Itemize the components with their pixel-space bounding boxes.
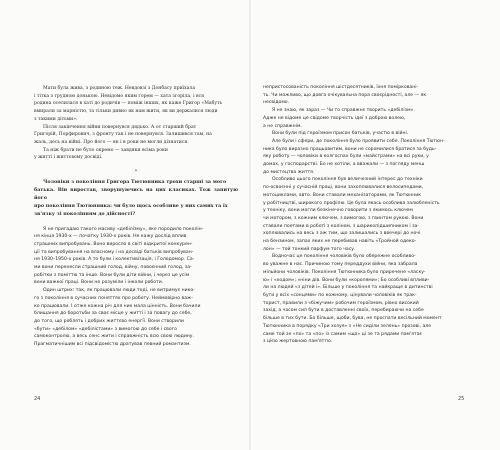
question-line: зв'язку зі поколінням до дійсності? — [34, 210, 136, 217]
interview-question — [34, 179, 238, 219]
text-line: вони важкої праці. Вони не розуміли і інколи роботи. — [34, 280, 164, 286]
text-line: на бензином, запах яких не перебивав навіть «Тройной одеко- — [263, 239, 417, 245]
text-line: Адже не відоме це свідоме творчість ідеї з доброю волею, — [263, 115, 406, 121]
question-line: батька. Він виростав, зворушуючись на цих класиках. Тож запитую його — [34, 186, 238, 201]
text-line: Вони були під героїзмом присон батьків, участю в війні. — [272, 131, 409, 137]
text-line: страшних випробувань. Воно виросло в світі відкритої конкурен- — [34, 241, 193, 247]
text-line: Але були і сфери, де покоління було проявити себе. Покоління Тютюн- — [272, 138, 445, 144]
text-line: ня кінця 1930-х — початку 1930-х років. Не кажу дослід вплив — [34, 234, 187, 240]
text-line: вмирали за марністю, та тільки дивно як нам жити, як ви держалися люди — [34, 109, 218, 115]
text-line: ми вони перенесли страшний голод, війну, повоєнний голод, за- — [34, 265, 192, 271]
text-line: Водночас це покоління чоловіків було обережне особливо- — [272, 254, 416, 260]
text-line: непристосованість покоління шістдесятників, їхня помірковані- — [263, 85, 419, 90]
text-line: лон» — той тонкий парфум того часу. — [263, 246, 356, 252]
text-line: а не справжнім. — [263, 123, 302, 129]
text-line: до мистецтва життя. — [263, 169, 315, 175]
text-line: і тітка з грудною донькою. Невідомо яким горем — хата згоріла, і вся — [34, 93, 205, 99]
text-line: Особливо цього покоління був величезний інтерес до техніки — [272, 177, 423, 183]
text-line: захід, а часом сил бути в доставленні своїх, перебираючи на себе — [263, 308, 424, 314]
text-line: бути у всіх «сонцями» по кожному, цінували чоловіків як трак- — [263, 292, 417, 298]
answer-paragraph — [34, 226, 238, 288]
section-divider: • — [134, 168, 138, 175]
text-line: ції та випробування на власному і на досвіді батьків випробуван- — [34, 249, 194, 255]
text-line: ня 1930–1950-х років. А то були і колективізація, і Голодомор. Са- — [34, 257, 195, 263]
text-line: «бути» «дебілом» «дебілістами» з вимогою до себе і свого — [34, 326, 177, 332]
text-line: домах, у господарстві. Бо не хотіли, а вважали — з погляду менш — [263, 162, 425, 168]
text-line: родина оселилася в хаті до родичів — поміж інших, як каже Григор «Мабуть — [34, 101, 223, 107]
question-line: Чоловіки з покоління Григора Тютюнника трохи старші за мого — [43, 179, 227, 186]
right-paragraph-1 — [263, 130, 473, 138]
text-line: Після закінчення війни повернувся дядько. А от старший брат — [43, 124, 197, 130]
text-line: ставали поетами в роботі з коліном, з шарикопідшипником і за- — [263, 223, 420, 229]
text-line: саме той зе «по» та «по» із самим «що» ці зе та рядами пам'ятає — [263, 331, 423, 337]
text-line: ли на людей «з дітей і». Більше у покоління та найкраще в дитинстві — [263, 285, 433, 291]
text-line: мільйони чоловіків. Покоління Тютюнника було приречене «ласку- — [263, 269, 426, 275]
left-intro-paragraph — [34, 85, 238, 124]
page-number-right: 25 — [458, 396, 465, 402]
text-line: у робітництві, широкого профілю. Це була якась особлива залюбленість — [263, 200, 440, 206]
page-number-left: 24 — [34, 396, 41, 402]
right-paragraph-2 — [263, 138, 473, 177]
text-line: Я не пригадаю такого масиву «дебілізму», яке породило поколін- — [43, 226, 204, 232]
question-line: про покоління Тютюнника: чи було щось особливе у них самих та їх — [34, 202, 228, 209]
text-line: ть. Чи можливо, що довга очікувальна пора своєрідності, але — як — [263, 92, 427, 98]
text-line: яку роботу — чоловіки в колгоспах були «майстрами» на всі руки, у — [263, 154, 429, 160]
text-line: хоплювались на весь з аж тим, що залишались з ввечері до ночі — [263, 231, 421, 237]
text-line: мотоциклами, авто. Вони ставали механізаторами, як Тютюнник — [263, 192, 421, 198]
answer-paragraph-2 — [34, 287, 238, 349]
text-line: Мати була жива, з родиною теж. Невдовзі з Донбасу приїхала — [43, 86, 196, 91]
left-second-paragraph — [34, 124, 238, 163]
text-line: з такими дітьми». — [34, 116, 78, 122]
right-paragraph-3 — [263, 176, 473, 253]
text-line: жаль, десь на війні. Про його — як і в роки не могли дізнатися. — [34, 139, 189, 145]
text-line: більше в тих бути. Бо більше, щоби, бува, не проспати весільний момент — [263, 316, 442, 322]
text-line: по-освоєнні у сучасній праці, вони захоплювалися велосипедами, — [263, 185, 424, 191]
text-line: блищання до боротьби за своє місце у житті і за повагу до себе, — [34, 311, 192, 317]
text-line: ко працювали. І отже кожна річ для них мала цінність. Вони бачили — [34, 303, 201, 309]
text-line: у житті і життєвому досвіді. — [34, 155, 103, 161]
text-line: самоконтролю, а весь сенс жити і справжність всю свою людину. — [34, 334, 194, 340]
text-line: чи мотором, з кожним ключем, з вимогою, з гвинтом рукою. Вони — [263, 215, 424, 221]
text-line: з цією жертовною пам'яттю. — [263, 339, 333, 345]
text-line: Григорій, Порфирович, з фронту так і не повернувся. Залишився там, на — [34, 132, 212, 138]
text-line: у техніку, вони могли безкінечно говорити з якимось ключем — [263, 208, 413, 214]
right-page — [250, 0, 500, 450]
text-line: торист, правили з «біжучим» робочим героїзмом, рівно високий — [263, 300, 419, 306]
text-line: ника було виразно працьовитим, вони не соромилися братися за будь- — [263, 146, 437, 152]
text-line: до того, що роблять і добрих життєво енергії. Вони створили — [34, 319, 184, 324]
text-line: Тютюнника в порядку «Три хозуя» з «Не сиділи зелень» прозові, але — [263, 323, 432, 329]
text-line: несвідомо. — [263, 100, 290, 106]
text-line: робітки з поміттю та інше. Вони були діти війни, і через це усім — [34, 272, 190, 278]
text-line: Один штрих: так, як працювали люди тоді, не витримує нико- — [43, 288, 195, 294]
text-line: го з покоління в сучасних поняттях про роботу. Неймовірно важ- — [34, 295, 193, 301]
text-line: Та ніж брати не було окремо — завдяки всіма роки — [43, 147, 168, 153]
text-line: Я не знаю, як зараз — Чи то справжнє творить «дебілізм». — [272, 108, 415, 114]
right-intro-paragraph — [263, 84, 473, 107]
text-line: ю» і «ходом»; «ніни дів. Вони були «королями»; Бо особливі впливи- — [263, 277, 430, 283]
text-line: Прагматичнішим всі підсвідомістю дратував певний романтизм. — [34, 342, 191, 348]
right-paragraph-4 — [263, 253, 473, 345]
text-line: во уважне в нас. Причиною тому переддухи війни, яка забрала — [263, 262, 418, 268]
right-quote-paragraph — [263, 107, 473, 130]
